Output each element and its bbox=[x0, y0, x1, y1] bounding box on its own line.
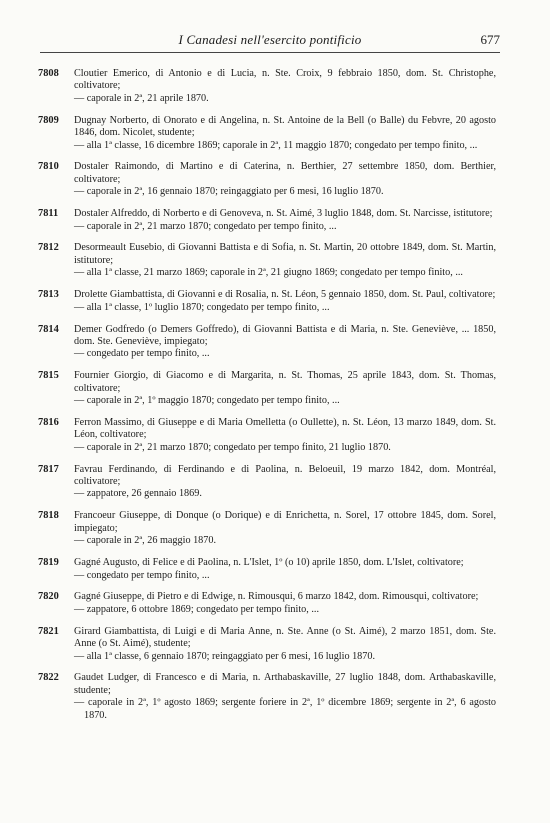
entry-personal-data: Gagné Augusto, di Felice e di Paolina, n. L'Islet, 1º (o 10) aprile 1850, dom. L'Islet, coltivatore; bbox=[74, 557, 464, 569]
entry-service-record: — zappatore, 26 gennaio 1869. bbox=[74, 488, 202, 500]
list-item bbox=[38, 208, 496, 233]
entry-service-record: — caporale in 2ª, 21 aprile 1870. bbox=[74, 92, 209, 104]
entry-service-record: — congedato per tempo finito, ... bbox=[74, 569, 210, 581]
list-item bbox=[38, 370, 496, 407]
entry-service-record: — congedato per tempo finito, ... bbox=[74, 348, 210, 360]
entry-service-record: — alla 1ª classe, 6 gennaio 1870; reingaggiato per 6 mesi, 16 luglio 1870. bbox=[74, 650, 376, 662]
list-item bbox=[38, 464, 496, 501]
list-item bbox=[38, 242, 496, 279]
entry-number: 7811 bbox=[38, 208, 59, 220]
entry-number: 7819 bbox=[38, 557, 59, 569]
entry-service-record: — caporale in 2ª, 21 marzo 1870; congedato per tempo finito, 21 luglio 1870. bbox=[74, 441, 391, 453]
entry-number: 7812 bbox=[38, 242, 59, 254]
list-item bbox=[38, 672, 496, 722]
page-header bbox=[40, 32, 500, 56]
entry-personal-data: Favrau Ferdinando, di Ferdinando e di Paolina, n. Beloeuil, 19 marzo 1842, dom. Montréal, coltivatore; bbox=[74, 463, 496, 488]
entry-list bbox=[38, 68, 496, 732]
list-item bbox=[38, 591, 496, 616]
entry-number: 7820 bbox=[38, 591, 59, 603]
entry-personal-data: Ferron Massimo, di Giuseppe e di Maria Omelletta (o Oullette), n. St. Léon, 13 marzo 1849, dom. St. Léon, coltivatore; bbox=[74, 416, 496, 441]
entry-number: 7822 bbox=[38, 672, 59, 684]
list-item bbox=[38, 289, 496, 314]
list-item bbox=[38, 417, 496, 454]
list-item bbox=[38, 68, 496, 105]
entry-personal-data: Girard Giambattista, di Luigi e di Maria Anne, n. Ste. Anne (o St. Aimé), 2 marzo 1851, dom. Ste. Anne (o St. Aimé), studente; bbox=[74, 625, 496, 650]
entry-number: 7808 bbox=[38, 68, 59, 79]
entry-service-record: — zappatore, 6 ottobre 1869; congedato per tempo finito, ... bbox=[74, 603, 319, 615]
entry-personal-data: Gagné Giuseppe, di Pietro e di Edwige, n. Rimousqui, 6 marzo 1842, dom. Rimousqui, coltivatore; bbox=[74, 591, 479, 603]
entry-service-record: — caporale in 2ª, 21 marzo 1870; congedato per tempo finito, ... bbox=[74, 220, 337, 232]
entry-number: 7818 bbox=[38, 510, 59, 522]
entry-number: 7810 bbox=[38, 161, 59, 173]
entry-personal-data: Cloutier Emerico, di Antonio e di Lucia, n. Ste. Croix, 9 febbraio 1850, dom. St. Christophe, coltivatore; bbox=[74, 68, 496, 92]
entry-personal-data: Fournier Giorgio, di Giacomo e di Margarita, n. St. Thomas, 25 aprile 1843, dom. St. Thomas, coltivatore; bbox=[74, 370, 496, 394]
entry-number: 7815 bbox=[38, 370, 59, 382]
page-number: 677 bbox=[480, 32, 500, 47]
entry-personal-data: Drolette Giambattista, di Giovanni e di Rosalia, n. St. Léon, 5 gennaio 1850, dom. St. Paul, coltivatore; bbox=[74, 289, 496, 301]
entry-service-record: — alla 1ª classe, 21 marzo 1869; caporale in 2ª, 21 giugno 1869; congedato per tempo finito, ... bbox=[74, 267, 463, 279]
entry-service-record: — caporale in 2ª, 1º maggio 1870; congedato per tempo finito, ... bbox=[74, 395, 340, 407]
entry-service-record: — caporale in 2ª, 16 gennaio 1870; reingaggiato per 6 mesi, 16 luglio 1870. bbox=[74, 186, 384, 198]
entry-personal-data: Demer Godfredo (o Demers Goffredo), di Giovanni Battista e di Maria, n. Ste. Geneviève, ... 1850, dom. Ste. Geneviève, impiegato; bbox=[74, 323, 496, 347]
list-item bbox=[38, 324, 496, 361]
entry-personal-data: Francoeur Giuseppe, di Donque (o Dorique) e di Enrichetta, n. Sorel, 17 ottobre 1845, dom. Sorel, impiegato; bbox=[74, 510, 496, 534]
entry-number: 7813 bbox=[38, 289, 59, 301]
entry-personal-data: Dostaler Alfreddo, di Norberto e di Genoveva, n. St. Aimé, 3 luglio 1848, dom. St. Narcisse, istitutore; bbox=[74, 208, 493, 220]
header-rule bbox=[40, 52, 500, 53]
list-item bbox=[38, 557, 496, 582]
entry-number: 7821 bbox=[38, 625, 59, 637]
entry-personal-data: Desormeault Eusebio, di Giovanni Battista e di Sofia, n. St. Martin, 20 ottobre 1849, dom. St. Martin, istitutore; bbox=[74, 242, 496, 266]
running-title: I Canadesi nell'esercito pontificio bbox=[178, 32, 362, 47]
entry-service-record: — caporale in 2ª, 1º agosto 1869; sergente foriere in 2ª, 1º dicembre 1869; sergente in 2ª, 6 agosto 1870. bbox=[74, 697, 496, 721]
list-item bbox=[38, 626, 496, 663]
entry-service-record: — alla 1ª classe, 1º luglio 1870; congedato per tempo finito, ... bbox=[74, 301, 330, 313]
list-item bbox=[38, 161, 496, 198]
entry-number: 7809 bbox=[38, 114, 59, 126]
list-item bbox=[38, 115, 496, 152]
entry-number: 7814 bbox=[38, 323, 59, 335]
entry-personal-data: Dostaler Raimondo, di Martino e di Caterina, n. Berthier, 27 settembre 1850, dom. Berthier, coltivatore; bbox=[74, 161, 496, 185]
entry-service-record: — caporale in 2ª, 26 maggio 1870. bbox=[74, 535, 217, 547]
list-item bbox=[38, 510, 496, 547]
entry-personal-data: Gaudet Ludger, di Francesco e di Maria, n. Arthabaskaville, 27 luglio 1848, dom. Arthabaskaville, studente; bbox=[74, 672, 496, 696]
entry-number: 7817 bbox=[38, 463, 59, 475]
entry-service-record: — alla 1ª classe, 16 dicembre 1869; caporale in 2ª, 11 maggio 1870; congedato per tempo finito, ... bbox=[74, 139, 478, 151]
entry-number: 7816 bbox=[38, 416, 59, 428]
entry-personal-data: Dugnay Norberto, di Onorato e di Angelina, n. St. Antoine de la Bell (o Balle) du Febvre, 20 agosto 1846, dom. Nicolet, studente; bbox=[74, 114, 496, 139]
